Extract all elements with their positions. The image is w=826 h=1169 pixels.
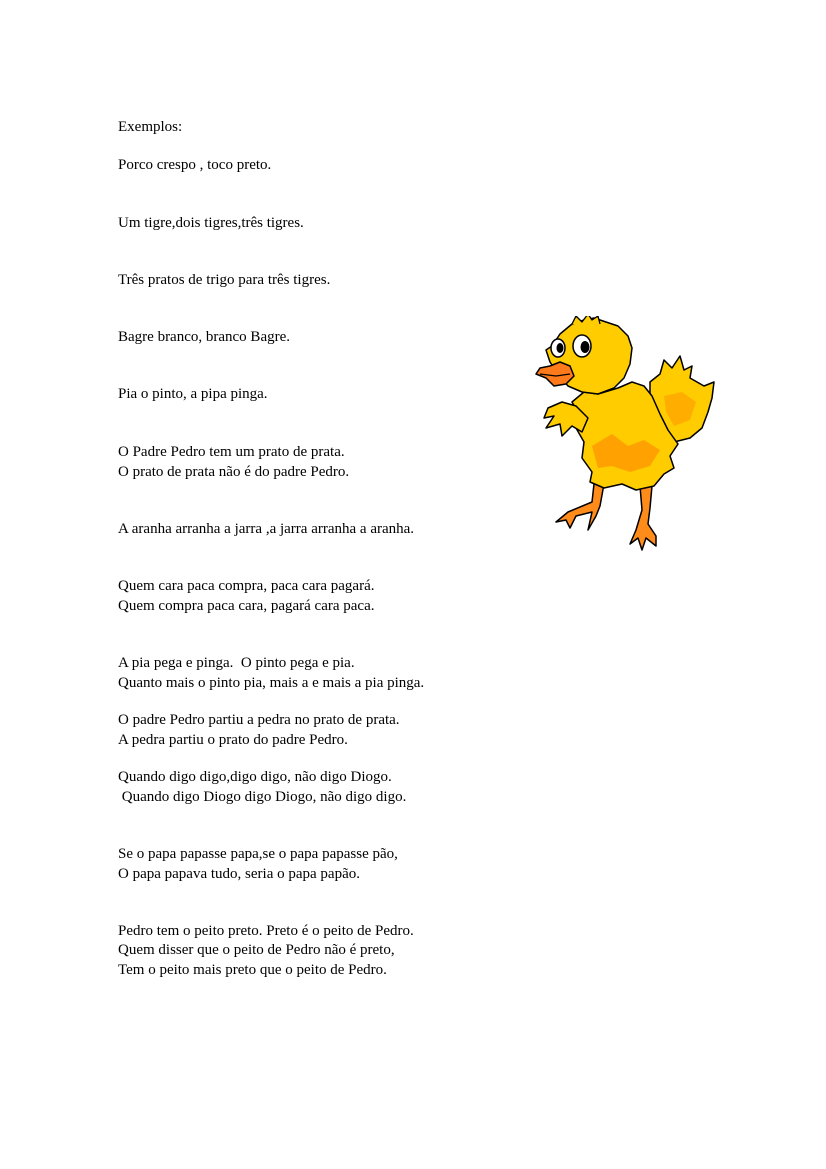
tongue-twister-line: Quem cara paca compra, paca cara pagará. bbox=[118, 578, 375, 594]
tongue-twister-line: Pia o pinto, a pipa pinga. bbox=[118, 386, 268, 402]
tongue-twister-line: Porco crespo , toco preto. bbox=[118, 157, 272, 173]
tongue-twister-line: Bagre branco, branco Bagre. bbox=[118, 329, 291, 345]
tongue-twister-line: Um tigre,dois tigres,três tigres. bbox=[118, 215, 304, 231]
tongue-twister-line: A aranha arranha a jarra ,a jarra arranha a aranha. bbox=[118, 521, 415, 537]
heading-examples: Exemplos: bbox=[118, 119, 183, 135]
tongue-twister-line: A pedra partiu o prato do padre Pedro. bbox=[118, 732, 348, 748]
tongue-twister-line: Tem o peito mais preto que o peito de Pedro. bbox=[118, 962, 387, 978]
tongue-twister-line: A pia pega e pinga. O pinto pega e pia. bbox=[118, 655, 355, 671]
tongue-twister-line: Se o papa papasse papa,se o papa papasse pão, bbox=[118, 846, 398, 862]
chick-icon bbox=[532, 316, 722, 552]
tongue-twister-line: O Padre Pedro tem um prato de prata. bbox=[118, 444, 345, 460]
tongue-twister-line: Três pratos de trigo para três tigres. bbox=[118, 272, 331, 288]
tongue-twister-line: Quando digo digo,digo digo, não digo Diogo. bbox=[118, 769, 392, 785]
tongue-twister-line: Quem disser que o peito de Pedro não é preto, bbox=[118, 942, 395, 958]
tongue-twister-line: Quem compra paca cara, pagará cara paca. bbox=[118, 598, 375, 614]
tongue-twister-line: Quando digo Diogo digo Diogo, não digo digo. bbox=[118, 789, 407, 805]
tongue-twister-line: O padre Pedro partiu a pedra no prato de prata. bbox=[118, 712, 400, 728]
tongue-twister-line: Pedro tem o peito preto. Preto é o peito de Pedro. bbox=[118, 923, 414, 939]
tongue-twister-line: O papa papava tudo, seria o papa papão. bbox=[118, 866, 360, 882]
tongue-twister-line: Quanto mais o pinto pia, mais a e mais a pia pinga. bbox=[118, 675, 425, 691]
tongue-twister-line: O prato de prata não é do padre Pedro. bbox=[118, 464, 350, 480]
